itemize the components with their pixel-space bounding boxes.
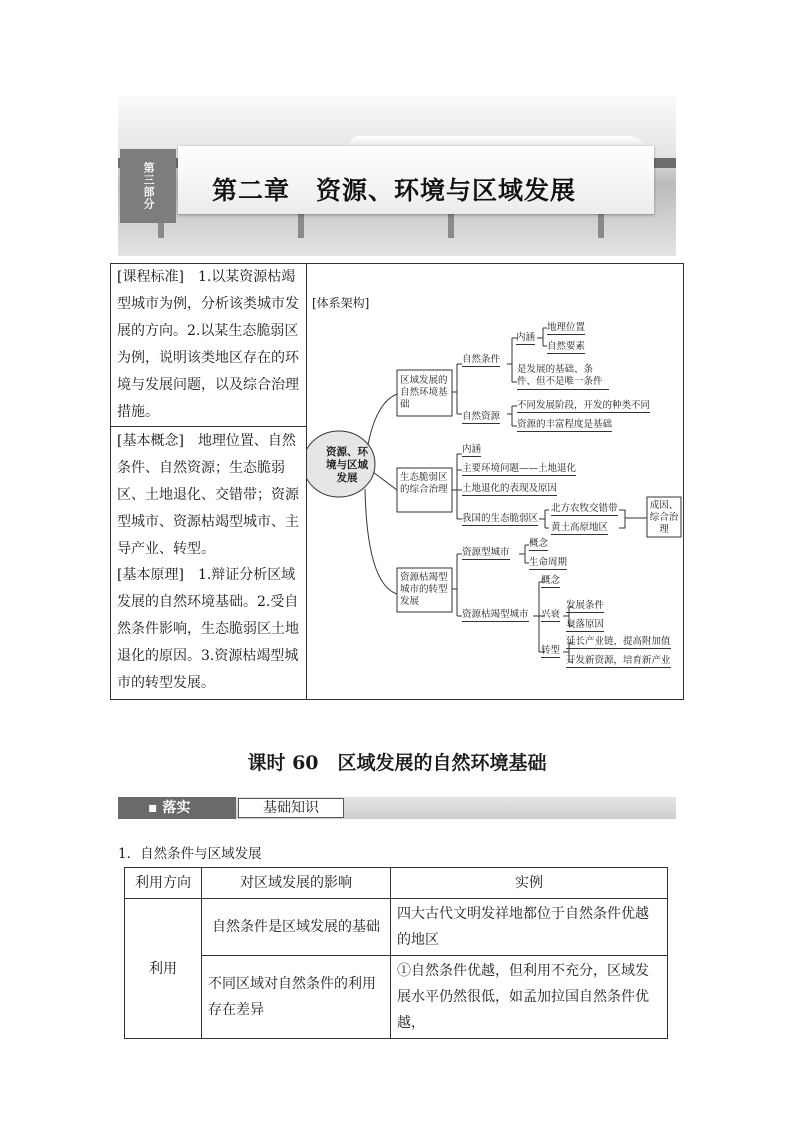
- branch1-node: 区域发展的自然环境基础: [400, 375, 448, 410]
- lesson-title: 课时 60 区域发展的自然环境基础: [247, 752, 547, 774]
- b3-transform-2: 开发新资源，培育新产业: [566, 655, 671, 666]
- b1-res-abundance: 资源的丰富程度是基础: [517, 419, 613, 430]
- b2-china-areas: 我国的生态脆弱区: [462, 513, 539, 524]
- mindmap-center: 资源、环境与区域发展: [326, 446, 368, 484]
- outline-divider: [111, 426, 306, 427]
- table-header-row: [125, 868, 668, 899]
- b3-concept2: 概念: [541, 575, 561, 586]
- section-bar-light: 基础知识: [238, 798, 344, 818]
- b3-life-cycle: 生命周期: [529, 557, 568, 568]
- branch2-node: 生态脆弱区的综合治理: [400, 472, 448, 495]
- b3-dev-conditions: 发展条件: [566, 600, 605, 611]
- b3-concept: 概念: [529, 538, 549, 549]
- table-header: 利用方向: [125, 868, 202, 899]
- framework-label: [体系架构]: [312, 296, 370, 310]
- basic-concepts-label: [基本概念]: [117, 433, 184, 449]
- b1-natural-resources: 自然资源: [462, 411, 501, 422]
- section-bar: [118, 797, 676, 819]
- course-standard-text: 1.以某资源枯竭型城市为例，分析该类城市发展的方向。2.以某生态脆弱区为例，说明该类地区存在的环境与发展问题，以及综合治理措施。: [117, 269, 299, 420]
- b1-neihan: 内涵: [516, 332, 536, 343]
- b2-main-problem: 主要环境问题——土地退化: [462, 463, 577, 474]
- b2-neihan: 内涵: [462, 444, 482, 455]
- conditions-table: [124, 867, 668, 1039]
- outline-left-column: [111, 264, 307, 699]
- part-label: 第三部分: [120, 149, 176, 223]
- table-cell-example: ①自然条件优越，但利用不充分，区域发展水平仍然很低，如孟加拉国自然条件优越，: [391, 956, 668, 1039]
- b1-basis: 是发展的基础、条件、但不是唯一条件: [517, 364, 609, 390]
- section-bar-dark-label: ▪ 落实: [148, 800, 191, 816]
- subheading: 1．自然条件与区域发展: [118, 846, 262, 862]
- b1-factors: 自然要素: [547, 341, 586, 352]
- b2-loess: 黄土高原地区: [551, 522, 609, 533]
- basic-concepts: [117, 428, 303, 563]
- b1-location: 地理位置: [547, 322, 586, 333]
- branch3-node: 资源枯竭型城市的转型发展: [400, 572, 448, 607]
- b3-depleted-city: 资源枯竭型城市: [462, 609, 529, 620]
- b3-decline-reasons: 衰落原因: [566, 619, 605, 630]
- basic-concepts-text: 地理位置、自然条件、自然资源；生态脆弱区、土地退化、交错带；资源型城市、资源枯竭型城市、主导产业、转型。: [117, 433, 299, 557]
- table-header: 实例: [391, 868, 668, 899]
- b3-transformation: 转型: [541, 645, 561, 656]
- b2-result: 成因、综合治理: [649, 500, 679, 535]
- table-header: 对区域发展的影响: [202, 868, 391, 899]
- b2-causes: 土地退化的表现及原因: [462, 483, 558, 494]
- table-group-cell: 利用: [125, 899, 202, 1039]
- section-bar-dark: [118, 797, 236, 819]
- b3-resource-city: 资源型城市: [462, 547, 510, 558]
- table-cell-example: 四大古代文明发祥地都位于自然条件优越的地区: [391, 899, 668, 956]
- b3-transform-1: 延长产业链，提高附加值: [566, 636, 671, 647]
- course-standard: [117, 264, 303, 426]
- table-row: [125, 899, 668, 956]
- table-cell-impact: 不同区域对自然条件的利用存在差异: [202, 956, 391, 1039]
- chapter-title: 第二章 资源、环境与区域发展: [212, 176, 577, 205]
- basic-principles-text: 1.辩证分析区域发展的自然环境基础。2.受自然条件影响，生态脆弱区土地退化的原因。3.资源枯竭型城市的转型发展。: [117, 567, 299, 691]
- b3-rise-decline: 兴衰: [541, 609, 561, 620]
- table-cell-impact: 自然条件是区域发展的基础: [202, 899, 391, 956]
- basic-principles-label: [基本原理]: [117, 567, 184, 583]
- b1-res-stage: 不同发展阶段，开发的种类不同: [517, 400, 651, 411]
- course-standard-label: [课程标准]: [117, 269, 184, 285]
- b2-ecotone: 北方农牧交错带: [551, 503, 618, 514]
- table-row: [125, 956, 668, 1039]
- basic-principles: [117, 562, 303, 697]
- b1-natural-conditions: 自然条件: [462, 354, 501, 365]
- chapter-outline-table: [110, 263, 684, 700]
